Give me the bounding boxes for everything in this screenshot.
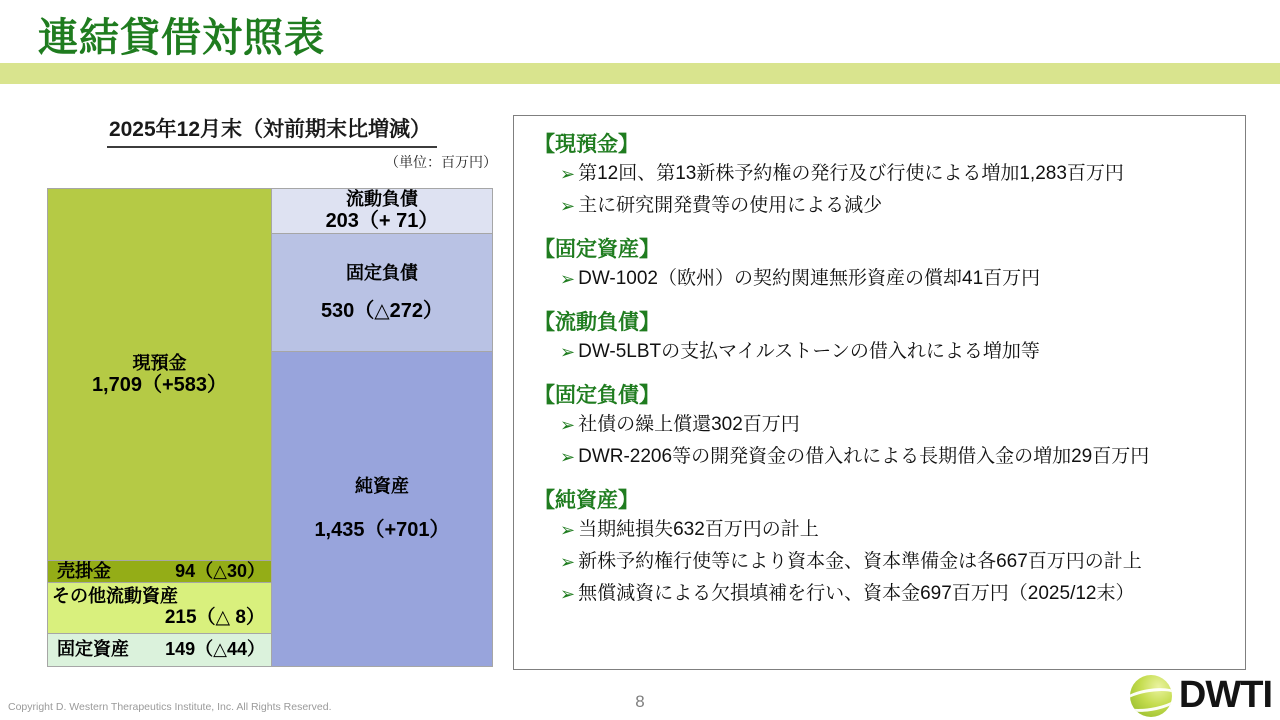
segment-label: 純資産 (355, 475, 409, 496)
note-section-heading: 【現預金】 (534, 133, 639, 156)
note-bullet-text: 無償減資による欠損填補を行い、資本金697百万円（2025/12末） (578, 583, 1135, 604)
notes-box (513, 115, 1246, 670)
bar-segment-cash (47, 188, 272, 561)
note-bullet-text: 主に研究開発費等の使用による減少 (578, 195, 883, 216)
bullet-arrow-icon: ➢ (560, 584, 576, 604)
chart-title-text: 2025年12月末（対前期末比増減） (107, 113, 437, 148)
bullet-arrow-icon: ➢ (560, 269, 576, 289)
note-bullet-text: DW-5LBTの支払マイルストーンの借入れによる増加等 (578, 341, 1040, 362)
bullet-arrow-icon: ➢ (560, 415, 576, 435)
note-section-heading: 【流動負債】 (534, 311, 660, 334)
page-title: 連結貸借対照表 (38, 16, 325, 60)
note-bullet-text: 第12回、第13新株予約権の発行及び行使による増加1,283百万円 (578, 163, 1124, 184)
segment-label: 固定資産 (57, 639, 129, 660)
liabilities-bar (272, 188, 493, 667)
note-bullet-text: 新株予約権行使等により資本金、資本準備金は各667百万円の計上 (578, 551, 1142, 572)
segment-value: 1,435（+701） (314, 518, 450, 541)
segment-label: 固定負債 (346, 262, 418, 283)
balance-sheet-chart (47, 188, 493, 667)
dwti-logo (1130, 674, 1272, 717)
note-bullet (534, 336, 1227, 368)
segment-label: 流動負債 (346, 189, 418, 210)
bullet-arrow-icon: ➢ (560, 520, 576, 540)
assets-bar (47, 188, 272, 667)
bar-segment-other-current-assets (47, 582, 272, 634)
segment-value: 530（△272） (320, 299, 444, 322)
copyright-text: Copyright D. Western Therapeutics Institute, Inc. All Rights Reserved. (8, 701, 332, 713)
note-bullet-text: DWR-2206等の開発資金の借入れによる長期借入金の増加29百万円 (578, 446, 1150, 467)
bar-segment-fixed-liabilities (271, 233, 493, 351)
segment-value: 215（△ 8） (164, 607, 265, 629)
note-bullet (534, 190, 1227, 222)
note-bullet-text: 当期純損失632百万円の計上 (578, 519, 819, 540)
note-bullet (534, 409, 1227, 441)
chart-unit-label: （単位：百万円） (385, 154, 497, 170)
bullet-arrow-icon: ➢ (560, 552, 576, 572)
title-accent-bar (0, 63, 1280, 84)
segment-value: 203（+ 71） (325, 210, 439, 233)
bar-segment-receivables (47, 560, 272, 582)
note-section-heading: 【固定負債】 (534, 384, 660, 407)
logo-globe-icon (1130, 675, 1172, 717)
logo-text: DWTI (1178, 674, 1272, 716)
note-bullet (534, 441, 1227, 473)
note-bullet (534, 546, 1227, 578)
segment-value: 149（△44） (165, 639, 265, 660)
bullet-arrow-icon: ➢ (560, 196, 576, 216)
page-number: 8 (635, 692, 645, 711)
bar-segment-fixed-assets (47, 633, 272, 667)
bar-segment-net-assets (271, 351, 493, 667)
bar-segment-current-liabilities (271, 188, 493, 234)
note-section-heading: 【純資産】 (534, 489, 639, 512)
segment-value: 1,709（+583） (91, 373, 228, 396)
bullet-arrow-icon: ➢ (560, 447, 576, 467)
bullet-arrow-icon: ➢ (560, 342, 576, 362)
note-bullet-text: 社債の繰上償還302百万円 (578, 414, 800, 435)
chart-title (47, 113, 497, 148)
segment-label: 現預金 (132, 352, 187, 373)
note-section-heading: 【固定資産】 (534, 238, 660, 261)
segment-label: 売掛金 (57, 561, 111, 582)
note-bullet (534, 514, 1227, 546)
segment-label: その他流動資産 (52, 586, 178, 607)
bullet-arrow-icon: ➢ (560, 164, 576, 184)
segment-value: 94（△30） (175, 561, 265, 582)
note-bullet-text: DW-1002（欧州）の契約関連無形資産の償却41百万円 (578, 268, 1041, 289)
note-bullet (534, 578, 1227, 610)
note-bullet (534, 158, 1227, 190)
note-bullet (534, 263, 1227, 295)
